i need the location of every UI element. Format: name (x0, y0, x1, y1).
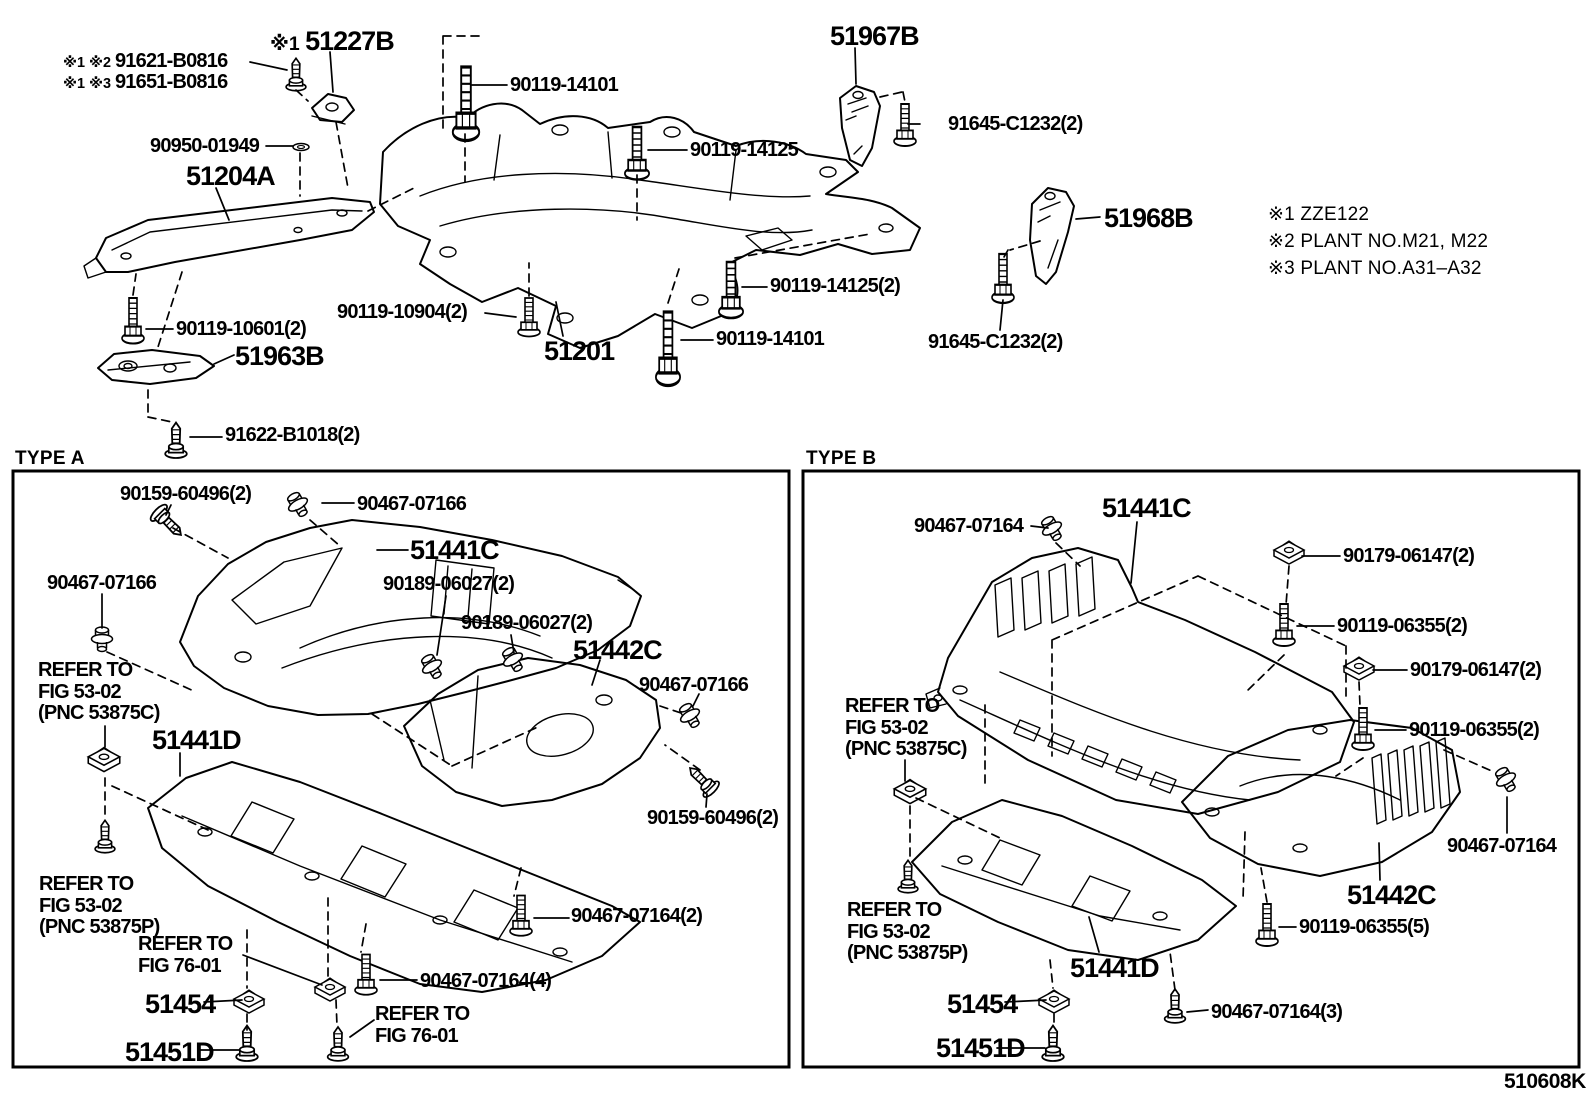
bracket-51968b-drawing (1030, 188, 1074, 284)
bracket-51967b-drawing (840, 86, 880, 166)
bolt-icon (453, 67, 479, 141)
label-91645-c1232-2: 91645-C1232(2) (928, 331, 1063, 353)
label-91622-b1018: 91622-B1018(2) (225, 424, 360, 446)
diagram-code-label: 510608K (1504, 1070, 1586, 1093)
refer-fig53-02-c-b: REFER TO FIG 53-02 (PNC 53875C) (845, 695, 967, 761)
label-90189-06027-a2: 90189-06027(2) (461, 612, 593, 634)
refer-fig53-02-p-a: REFER TO FIG 53-02 (PNC 53875P) (39, 873, 160, 939)
label-90467-07166-a2: 90467-07166 (47, 572, 157, 594)
grommet-clip-icon (92, 627, 113, 652)
label-51967b: 51967B (830, 21, 919, 51)
label-90467-07164-b3: 90467-07164(3) (1211, 1001, 1343, 1023)
label-90119-14101-2: 90119-14101 (716, 328, 824, 350)
type-b-title: TYPE B (806, 448, 877, 469)
screw-icon (1165, 989, 1186, 1023)
u-nut-clip-icon (88, 747, 120, 771)
label-90119-06355-b2: 90119-06355(2) (1409, 719, 1540, 741)
cover-51442c-b-drawing (1182, 720, 1460, 876)
label-90467-07166-a1: 90467-07166 (357, 493, 467, 515)
label-91651-b0816: ※1 ※3 91651-B0816 (63, 71, 228, 93)
cover-51441c-b-drawing (926, 548, 1354, 814)
label-51454-a: 51454 (145, 989, 216, 1019)
label-51454-b: 51454 (947, 989, 1018, 1019)
label-51441d-b: 51441D (1070, 953, 1159, 983)
bolt-icon (992, 254, 1014, 303)
u-nut-clip-icon (234, 990, 264, 1013)
bolt-icon (1352, 708, 1374, 750)
label-90159-60496-a2: 90159-60496(2) (647, 807, 779, 829)
screw-icon (148, 502, 188, 542)
support-member-51204a-drawing (84, 198, 374, 278)
label-51968b: 51968B (1104, 203, 1193, 233)
u-nut-clip-icon (1039, 990, 1069, 1013)
label-90159-60496-a1: 90159-60496(2) (120, 483, 252, 505)
u-nut-clip-icon (315, 978, 345, 1001)
bolt-icon (122, 298, 144, 344)
label-91645-c1232-1: 91645-C1232(2) (948, 113, 1083, 135)
label-90119-14125-1: 90119-14125 (690, 139, 798, 161)
bolt-icon (1273, 604, 1295, 646)
label-90119-14125-2: 90119-14125(2) (770, 275, 901, 297)
label-91621-b0816: ※1 ※2 91621-B0816 (63, 50, 228, 72)
screw-icon (328, 1027, 349, 1061)
label-90467-07164-a2: 90467-07164(2) (571, 905, 703, 927)
footnote-3: ※3 PLANT NO.A31–A32 (1268, 258, 1482, 279)
label-90119-10904: 90119-10904(2) (337, 301, 468, 323)
footnote-2: ※2 PLANT NO.M21, M22 (1268, 231, 1489, 252)
label-51201: 51201 (544, 336, 615, 366)
label-90467-07164-b2: 90467-07164 (1447, 835, 1557, 857)
type-a-title: TYPE A (15, 448, 85, 469)
bolt-icon (1256, 904, 1278, 946)
stay-51963b-drawing (98, 350, 214, 384)
bolt-icon (719, 262, 743, 318)
label-51227b: ※1 51227B (270, 26, 394, 56)
label-90119-14101-1: 90119-14101 (510, 74, 618, 96)
label-51451d-b: 51451D (936, 1033, 1025, 1063)
cover-51442c-a-drawing (404, 658, 660, 806)
cover-51441c-a-drawing (180, 520, 641, 715)
bolt-icon (625, 127, 649, 180)
type-b-frame (803, 471, 1579, 1067)
bolt-icon (355, 955, 377, 995)
refer-fig53-02-p-b: REFER TO FIG 53-02 (PNC 53875P) (847, 899, 968, 965)
screw-icon (95, 820, 115, 852)
label-51451d-a: 51451D (125, 1037, 214, 1067)
grommet-clip-icon (675, 700, 705, 732)
label-90189-06027-a1: 90189-06027(2) (383, 573, 515, 595)
label-51441d-a: 51441D (152, 725, 241, 755)
u-nut-clip-icon (1344, 657, 1374, 680)
label-51442c-b: 51442C (1347, 880, 1436, 910)
bolt-icon (518, 298, 540, 337)
footnote-1: ※1 ZZE122 (1268, 204, 1370, 225)
label-90119-06355-b1: 90119-06355(2) (1337, 615, 1468, 637)
label-90119-06355-b5: 90119-06355(5) (1299, 916, 1430, 938)
refer-fig76-01-a1: REFER TO FIG 76-01 (138, 933, 233, 977)
screw-icon (236, 1026, 258, 1061)
label-90179-06147-b2: 90179-06147(2) (1410, 659, 1542, 681)
cover-51441d-b-drawing (912, 800, 1236, 960)
label-51963b: 51963B (235, 341, 324, 371)
grommet-clip-icon (1491, 764, 1521, 796)
label-90467-07166-a3: 90467-07166 (639, 674, 749, 696)
bolt-icon (894, 104, 916, 146)
screw-icon (286, 58, 306, 90)
label-90467-07164-a4: 90467-07164(4) (420, 970, 552, 992)
label-90467-07164-b1: 90467-07164 (914, 515, 1024, 537)
washer-icon (293, 144, 309, 151)
label-51204a: 51204A (186, 161, 275, 191)
label-51441c-b: 51441C (1102, 493, 1191, 523)
grommet-clip-icon (417, 651, 447, 683)
refer-fig53-02-c-a: REFER TO FIG 53-02 (PNC 53875C) (38, 659, 160, 725)
type-a-frame (13, 471, 789, 1067)
refer-fig76-01-a2: REFER TO FIG 76-01 (375, 1003, 470, 1047)
u-nut-clip-icon (1274, 541, 1304, 564)
label-90179-06147-b1: 90179-06147(2) (1343, 545, 1475, 567)
footnotes (1268, 203, 1488, 284)
label-90119-10601: 90119-10601(2) (176, 318, 307, 340)
screw-icon (165, 423, 187, 458)
screw-icon (683, 761, 722, 800)
label-51441c-a: 51441C (410, 535, 499, 565)
label-51442c-a: 51442C (573, 635, 662, 665)
grommet-clip-icon (1037, 513, 1067, 545)
bracket-51227b-drawing (312, 94, 354, 124)
grommet-clip-icon (283, 489, 313, 521)
dashed-lines-top (133, 36, 1040, 422)
screw-icon (1042, 1026, 1064, 1061)
label-90950-01949: 90950-01949 (150, 135, 260, 157)
